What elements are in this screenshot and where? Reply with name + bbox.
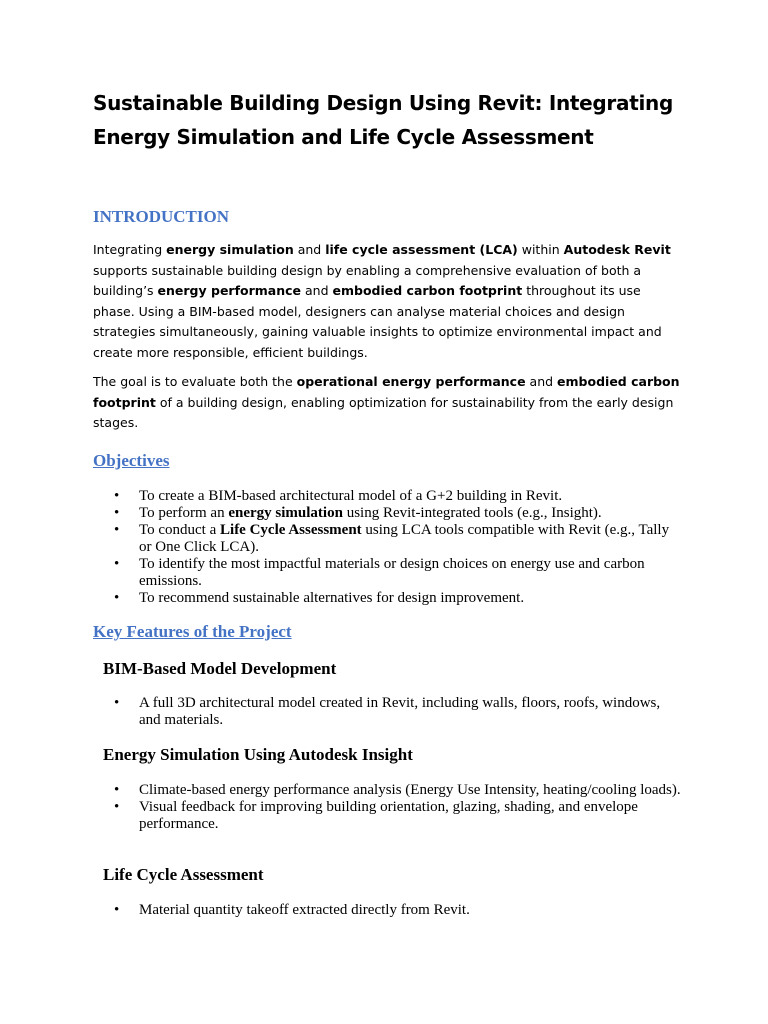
bullet-icon: • <box>114 782 120 798</box>
bullet-icon: • <box>114 902 120 918</box>
list-item: • Material quantity takeoff extracted directly from Revit. <box>114 902 470 918</box>
list-item: • To conduct a Life Cycle Assessment using LCA tools compatible with Revit (e.g., Tally or One Click LCA). <box>114 522 670 555</box>
bim-model-heading: BIM-Based Model Development <box>103 659 337 678</box>
list-item: • To create a BIM-based architectural model of a G+2 building in Revit. <box>114 488 563 504</box>
introduction-paragraph-2: The goal is to evaluate both the operational energy performance and embodied carbon footprint of a building design, enabling optimization for sustainability from the early design stages. <box>93 374 680 430</box>
list-item: • To identify the most impactful materials or design choices on energy use and carbon emissions. <box>114 556 645 589</box>
bullet-icon: • <box>114 522 120 538</box>
document-title: Sustainable Building Design Using Revit: Integrating Energy Simulation and Life Cycle Assessment <box>93 91 673 149</box>
bim-model-list <box>93 695 683 729</box>
key-features-heading: Key Features of the Project <box>93 622 292 641</box>
bullet-icon: • <box>114 695 120 711</box>
list-item: • A full 3D architectural model created in Revit, including walls, floors, roofs, windows, and materials. <box>114 695 661 728</box>
lca-list <box>93 902 683 919</box>
objectives-heading: Objectives <box>93 451 170 470</box>
energy-simulation-heading: Energy Simulation Using Autodesk Insight <box>103 745 413 764</box>
energy-simulation-list <box>93 782 683 833</box>
list-item: • To recommend sustainable alternatives for design improvement. <box>114 590 525 606</box>
bullet-icon: • <box>114 590 120 606</box>
list-item: • Visual feedback for improving building orientation, glazing, shading, and envelope performance. <box>114 799 638 832</box>
objectives-list <box>93 488 683 607</box>
list-item: • Climate-based energy performance analysis (Energy Use Intensity, heating/cooling loads). <box>114 782 681 798</box>
bullet-icon: • <box>114 505 120 521</box>
lca-heading: Life Cycle Assessment <box>103 865 264 884</box>
bullet-icon: • <box>114 488 120 504</box>
bullet-icon: • <box>114 799 120 815</box>
introduction-paragraph-1: Integrating energy simulation and life cycle assessment (LCA) within Autodesk Revit supports sustainable building design by enabling a comprehensive evaluation of both a building’s energy performance and embodied carbon footprint throughout its use phase. Using a BIM-based model, designers can analyse material choices and design strategies simultaneously, gaining valuable insights to optimize environmental impact and create more responsible, efficient buildings. <box>93 242 671 360</box>
introduction-heading: INTRODUCTION <box>93 207 230 226</box>
list-item: • To perform an energy simulation using Revit-integrated tools (e.g., Insight). <box>114 505 602 521</box>
bullet-icon: • <box>114 556 120 572</box>
